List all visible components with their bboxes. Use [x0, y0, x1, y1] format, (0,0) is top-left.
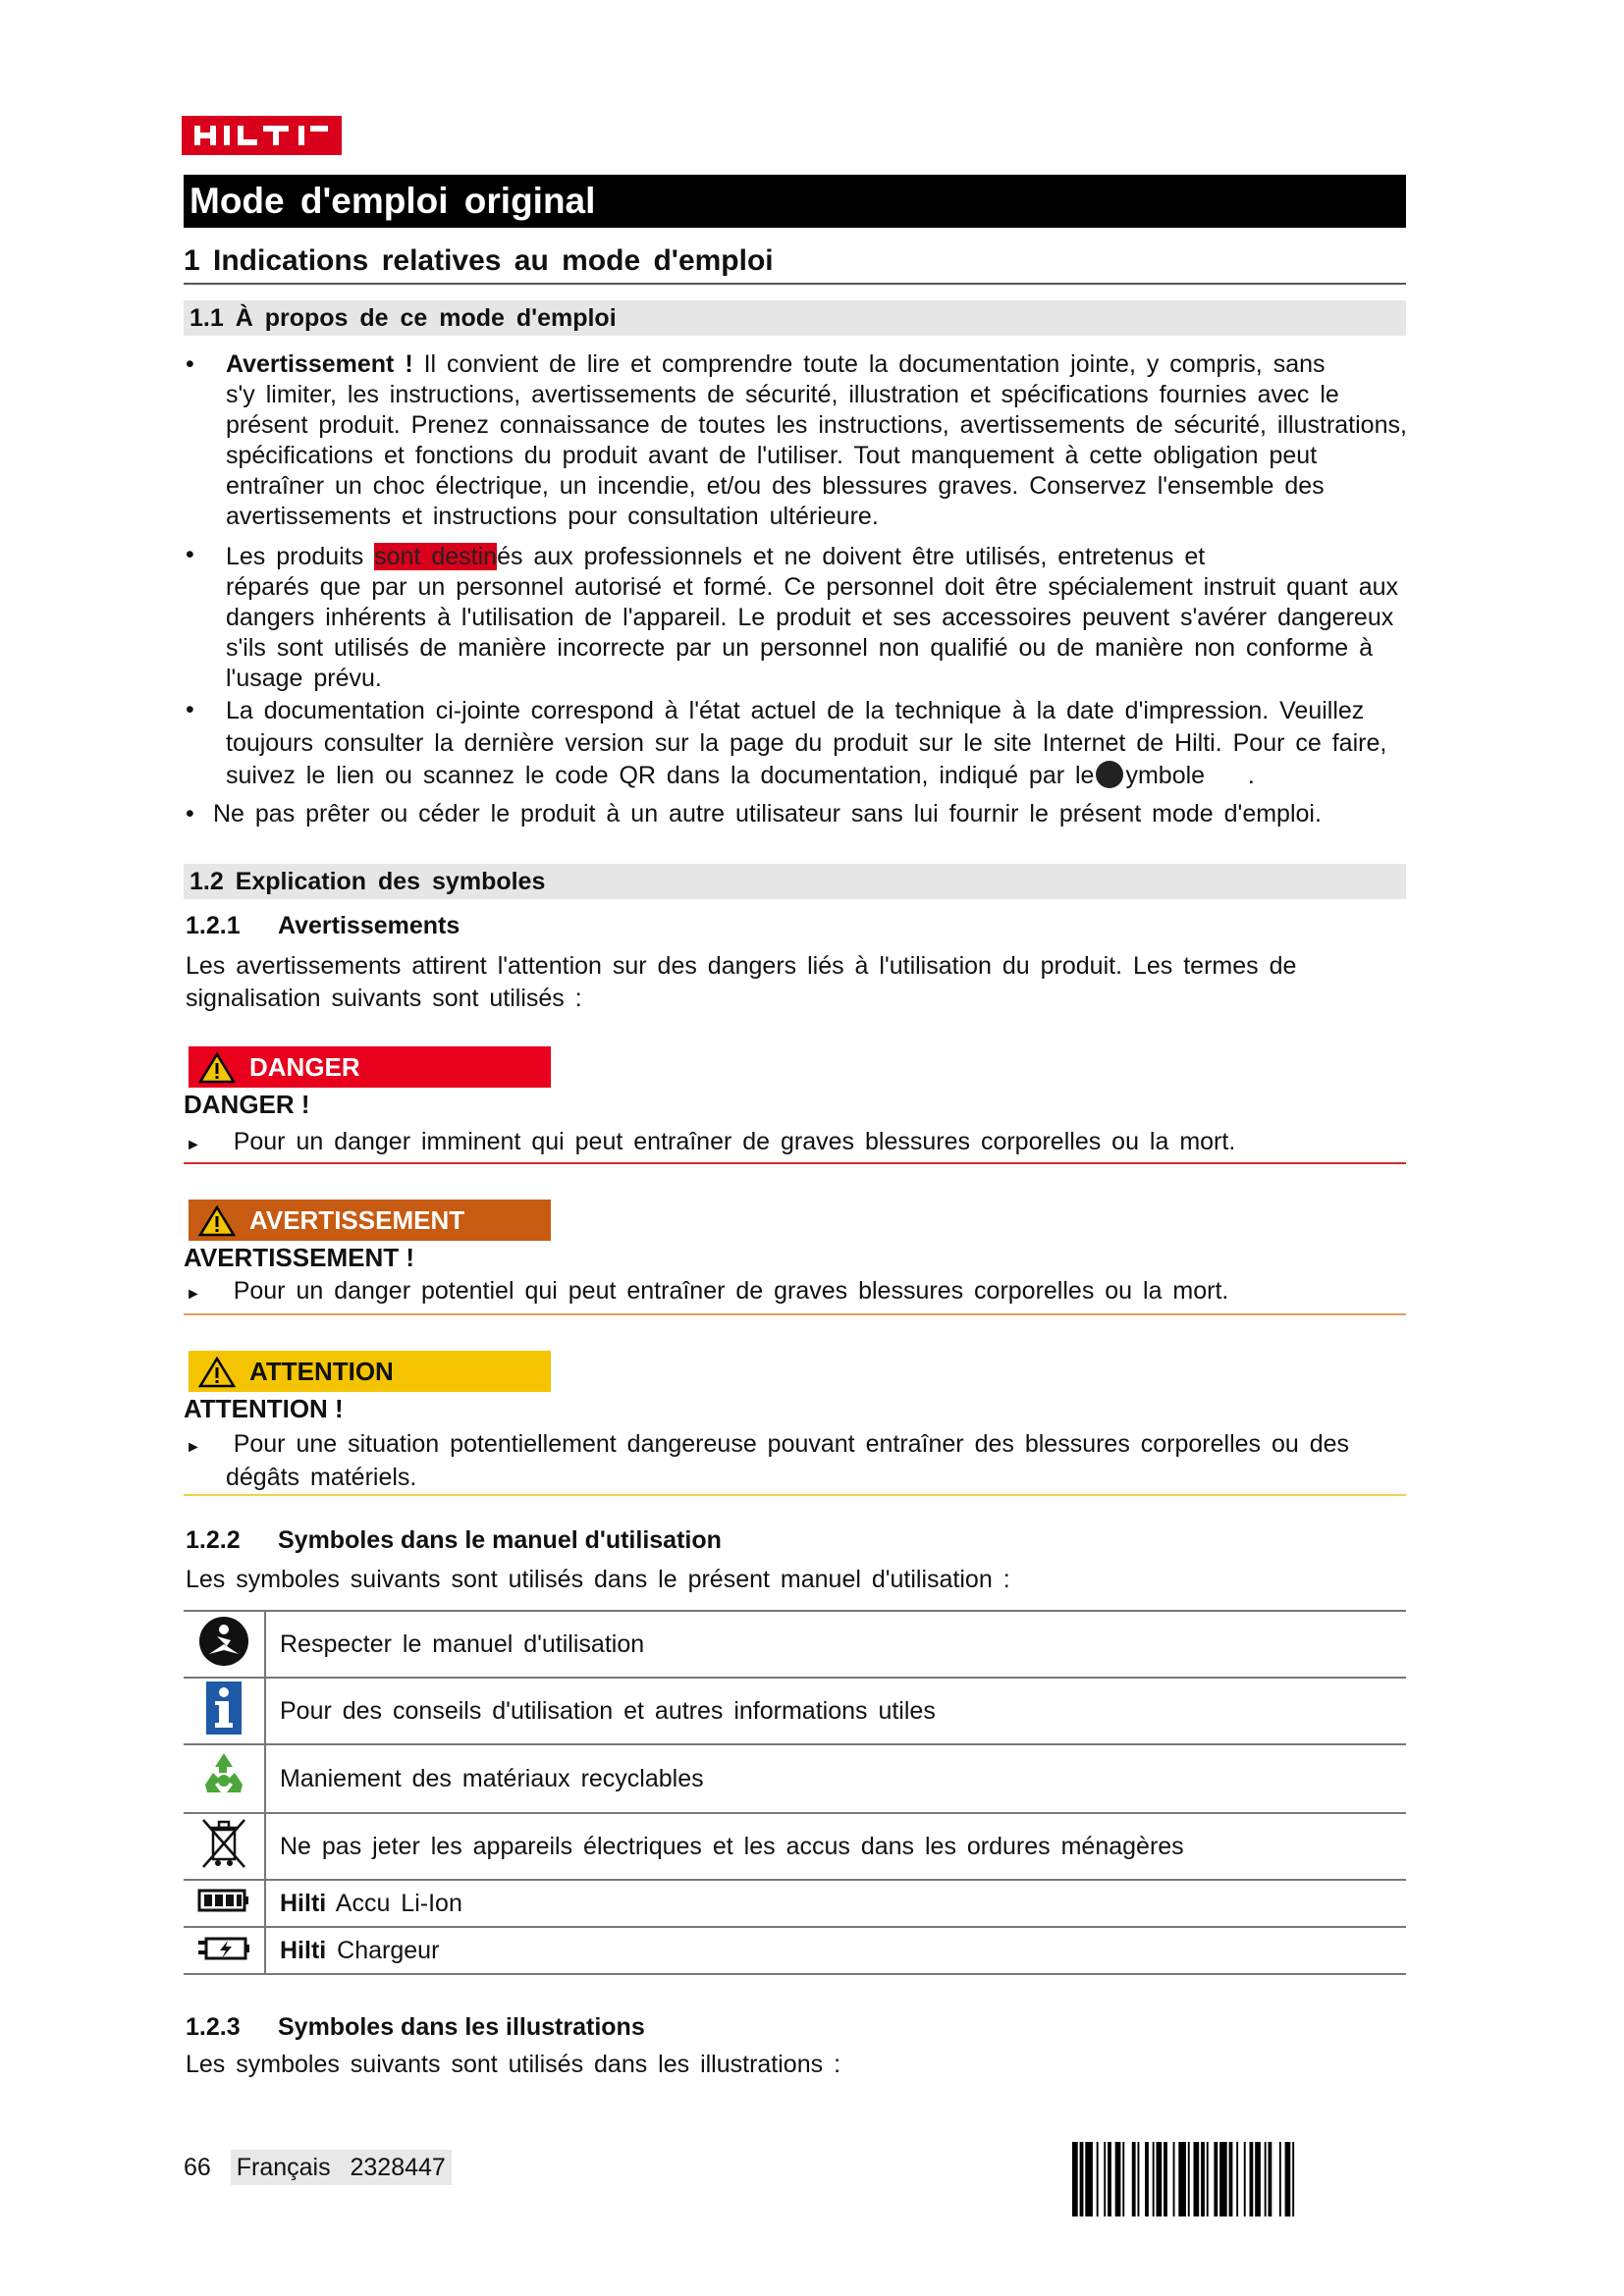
section-1-2-1-heading	[186, 909, 460, 942]
heading-number: 1.2.3	[186, 2013, 241, 2041]
heading-number: 1.2.2	[186, 1526, 241, 1554]
arrow-icon: ►	[186, 1439, 201, 1456]
barcode-bar	[1285, 2142, 1291, 2216]
caution-description	[186, 1429, 1408, 1493]
section-1-1-heading: 1.1 À propos de ce mode d'emploi	[184, 300, 1406, 336]
danger-description	[186, 1127, 1408, 1160]
bullet-2-line: dangers inhérents à l'utilisation de l'appareil. Le produit et ses accessoires peuvent s'avérer dangereux	[226, 604, 1394, 631]
barcode-bar	[1265, 2142, 1267, 2216]
warnings-intro	[186, 950, 1408, 1015]
arrow-icon: ►	[186, 1286, 201, 1303]
info-icon	[206, 1682, 242, 1735]
table-cell-text: Ne pas jeter les appareils électriques et les accus dans les ordures ménagères	[265, 1813, 1406, 1880]
bullet-1-line: présent produit. Prenez connaissance de toutes les instructions, avertissements de sécurité, illustrations,	[226, 411, 1407, 439]
bullet-1-line: s'y limiter, les instructions, avertissements de sécurité, illustration et spécifications fournies avec le	[226, 381, 1339, 408]
table-row	[184, 1611, 1406, 1678]
table-row	[184, 1813, 1406, 1880]
barcode-bar	[1255, 2142, 1261, 2216]
barcode-bar	[1269, 2142, 1272, 2216]
barcode-bar	[1229, 2142, 1233, 2216]
heading-text: Avertissements	[278, 912, 460, 939]
bullet-1-line: entraîner un choc électrique, un incendie, et/ou des blessures graves. Conservez l'ensemble des	[226, 472, 1325, 500]
bullet-3-line: La documentation ci-jointe correspond à l'état actuel de la technique à la date d'impression. Veuillez	[226, 697, 1365, 724]
footer-language: Français	[236, 2154, 331, 2181]
badge-label: DANGER	[249, 1052, 360, 1082]
bullet-2-text: Les produits	[226, 543, 375, 570]
hilti-logo-mark	[189, 123, 336, 148]
barcode-bar	[1244, 2142, 1246, 2216]
crossed-bin-icon	[199, 1816, 248, 1871]
barcode-bar	[1164, 2142, 1167, 2216]
barcode-bar	[1178, 2142, 1186, 2216]
heading-number: 1.2.1	[186, 912, 241, 939]
section-1-2-3-heading	[186, 2010, 645, 2044]
barcode-bar	[1153, 2142, 1155, 2216]
read-manual-icon	[1096, 761, 1123, 788]
barcode-bar	[1132, 2142, 1136, 2216]
symbols-table	[184, 1610, 1406, 1975]
danger-separator	[184, 1162, 1406, 1164]
bullet-3-line: .	[1247, 762, 1255, 789]
barcode-bar	[1292, 2142, 1294, 2216]
bullet-marker: •	[186, 696, 194, 723]
heading-text: Symboles dans le manuel d'utilisation	[278, 1526, 722, 1554]
table-cell-icon	[184, 1744, 265, 1813]
charger-icon	[196, 1933, 251, 1962]
highlighted-text: sont destin	[374, 543, 498, 570]
bullet-2-text: és aux professionnels et ne doivent être utilisés, entretenus et	[497, 543, 1206, 570]
caution-text: Pour une situation potentiellement dangereuse pouvant entraîner des blessures corporelles ou des	[233, 1430, 1350, 1458]
barcode-bar	[1194, 2142, 1200, 2216]
recycling-icon	[197, 1749, 250, 1802]
barcode-bar	[1145, 2142, 1149, 2216]
heading-text: Symboles dans les illustrations	[278, 2013, 645, 2041]
barcode-bar	[1157, 2142, 1163, 2216]
table-row	[184, 1880, 1406, 1927]
barcode-bar	[1080, 2142, 1084, 2216]
warning-separator	[184, 1313, 1406, 1315]
danger-badge	[189, 1046, 551, 1088]
barcode-bar	[1085, 2142, 1093, 2216]
read-manual-icon	[197, 1615, 250, 1668]
barcode-bar	[1138, 2142, 1140, 2216]
bullet-marker: •	[186, 350, 194, 378]
table-cell-icon	[184, 1927, 265, 1974]
warning-label: Avertissement !	[226, 350, 413, 378]
barcode-bar	[1207, 2142, 1209, 2216]
barcode-bar	[1201, 2142, 1205, 2216]
brand-name: Hilti	[280, 1889, 327, 1917]
hilti-logo	[182, 116, 342, 155]
bullet-2-line: réparés que par un personnel autorisé et formé. Ce personnel doit être spécialement instruit quant aux	[226, 573, 1398, 601]
danger-title: DANGER !	[184, 1090, 310, 1119]
brand-name: Hilti	[280, 1936, 327, 1964]
bullet-1-line: avertissements et instructions pour consultation ultérieure.	[226, 503, 879, 530]
barcode-bar	[1214, 2142, 1218, 2216]
table-row	[184, 1927, 1406, 1974]
battery-icon	[197, 1888, 250, 1913]
section-1-2-2-heading	[186, 1523, 722, 1557]
bullet-2-line: l'usage prévu.	[226, 665, 382, 692]
table-cell-text: Respecter le manuel d'utilisation	[265, 1611, 1406, 1678]
barcode-bar	[1279, 2142, 1281, 2216]
bullet-3	[226, 695, 1453, 792]
barcode-bar	[1188, 2142, 1190, 2216]
warning-triangle-icon	[198, 1357, 236, 1388]
table-cell-icon	[184, 1678, 265, 1744]
row-text: Accu Li-Ion	[326, 1889, 462, 1917]
bullet-1-line: spécifications et fonctions du produit avant de l'utiliser. Tout manquement à cette obligation peut	[226, 442, 1318, 469]
barcode-bar	[1122, 2142, 1124, 2216]
page-number: 66	[184, 2154, 211, 2181]
table-cell-icon	[184, 1813, 265, 1880]
badge-label: AVERTISSEMENT	[249, 1205, 465, 1235]
bullet-1	[226, 349, 1502, 532]
table-cell-icon	[184, 1611, 265, 1678]
bullet-1-line: Il convient de lire et comprendre toute la documentation jointe, y compris, sans	[412, 350, 1326, 378]
barcode	[1070, 2140, 1404, 2218]
warning-triangle-icon	[198, 1052, 236, 1084]
caution-title: ATTENTION !	[184, 1394, 344, 1423]
table-row	[184, 1678, 1406, 1744]
table-cell-text	[265, 1927, 1406, 1974]
bullet-4: Ne pas prêter ou céder le produit à un autre utilisateur sans lui fournir le présent mode d'emploi.	[213, 800, 1322, 828]
section-1-heading: 1 Indications relatives au mode d'emploi	[184, 241, 1406, 285]
intro-line: signalisation suivants sont utilisés :	[186, 985, 582, 1012]
warning-title: AVERTISSEMENT !	[184, 1243, 414, 1272]
table-cell-icon	[184, 1880, 265, 1927]
footer-code: 2328447	[350, 2154, 446, 2181]
table-cell-text: Pour des conseils d'utilisation et autres informations utiles	[265, 1678, 1406, 1744]
caution-badge	[189, 1351, 551, 1392]
bullet-marker: •	[186, 800, 194, 828]
bullet-2-line: s'ils sont utilisés de manière incorrecte par un personnel non qualifié ou de manière non conforme à	[226, 634, 1374, 662]
table-cell-text: Maniement des matériaux recyclables	[265, 1744, 1406, 1813]
barcode-bar	[1236, 2142, 1238, 2216]
warning-badge	[189, 1200, 551, 1241]
row-text: Chargeur	[326, 1936, 440, 1964]
arrow-icon: ►	[186, 1137, 201, 1153]
danger-text: Pour un danger imminent qui peut entraîner de graves blessures corporelles ou la mort.	[233, 1128, 1236, 1155]
barcode-bar	[1173, 2142, 1175, 2216]
bullet-marker: •	[186, 541, 194, 568]
symbols-intro: Les symboles suivants sont utilisés dans le présent manuel d'utilisation :	[186, 1566, 1010, 1593]
intro-line: Les avertissements attirent l'attention sur des dangers liés à l'utilisation du produit. Les termes de	[186, 952, 1297, 980]
warning-triangle-icon	[198, 1205, 236, 1237]
warning-description	[186, 1276, 1408, 1309]
bullet-3-line: toujours consulter la dernière version sur la page du produit sur le site Internet de Hilti. Pour ce faire,	[226, 729, 1387, 757]
barcode-bar	[1115, 2142, 1121, 2216]
section-1-2-heading: 1.2 Explication des symboles	[184, 864, 1406, 899]
barcode-bar	[1072, 2142, 1078, 2216]
barcode-bar	[1250, 2142, 1254, 2216]
barcode-bar	[1219, 2142, 1227, 2216]
caution-text: dégâts matériels.	[226, 1464, 417, 1491]
footer-shade	[231, 2150, 452, 2185]
bullet-3-line: ymbole	[1125, 762, 1206, 789]
warning-text: Pour un danger potentiel qui peut entraîner de graves blessures corporelles ou la mort.	[233, 1277, 1229, 1305]
badge-label: ATTENTION	[249, 1357, 394, 1386]
table-row	[184, 1744, 1406, 1813]
illustrations-intro: Les symboles suivants sont utilisés dans les illustrations :	[186, 2051, 841, 2078]
bullet-2	[226, 542, 1453, 694]
table-cell-text	[265, 1880, 1406, 1927]
page-footer	[184, 2150, 452, 2185]
barcode-bar	[1104, 2142, 1106, 2216]
barcode-bar	[1108, 2142, 1111, 2216]
barcode-bar	[1097, 2142, 1099, 2216]
caution-separator	[184, 1494, 1406, 1496]
bullet-3-line: suivez le lien ou scannez le code QR dans la documentation, indiqué par le	[226, 762, 1095, 789]
document-title: Mode d'emploi original	[184, 175, 1406, 228]
